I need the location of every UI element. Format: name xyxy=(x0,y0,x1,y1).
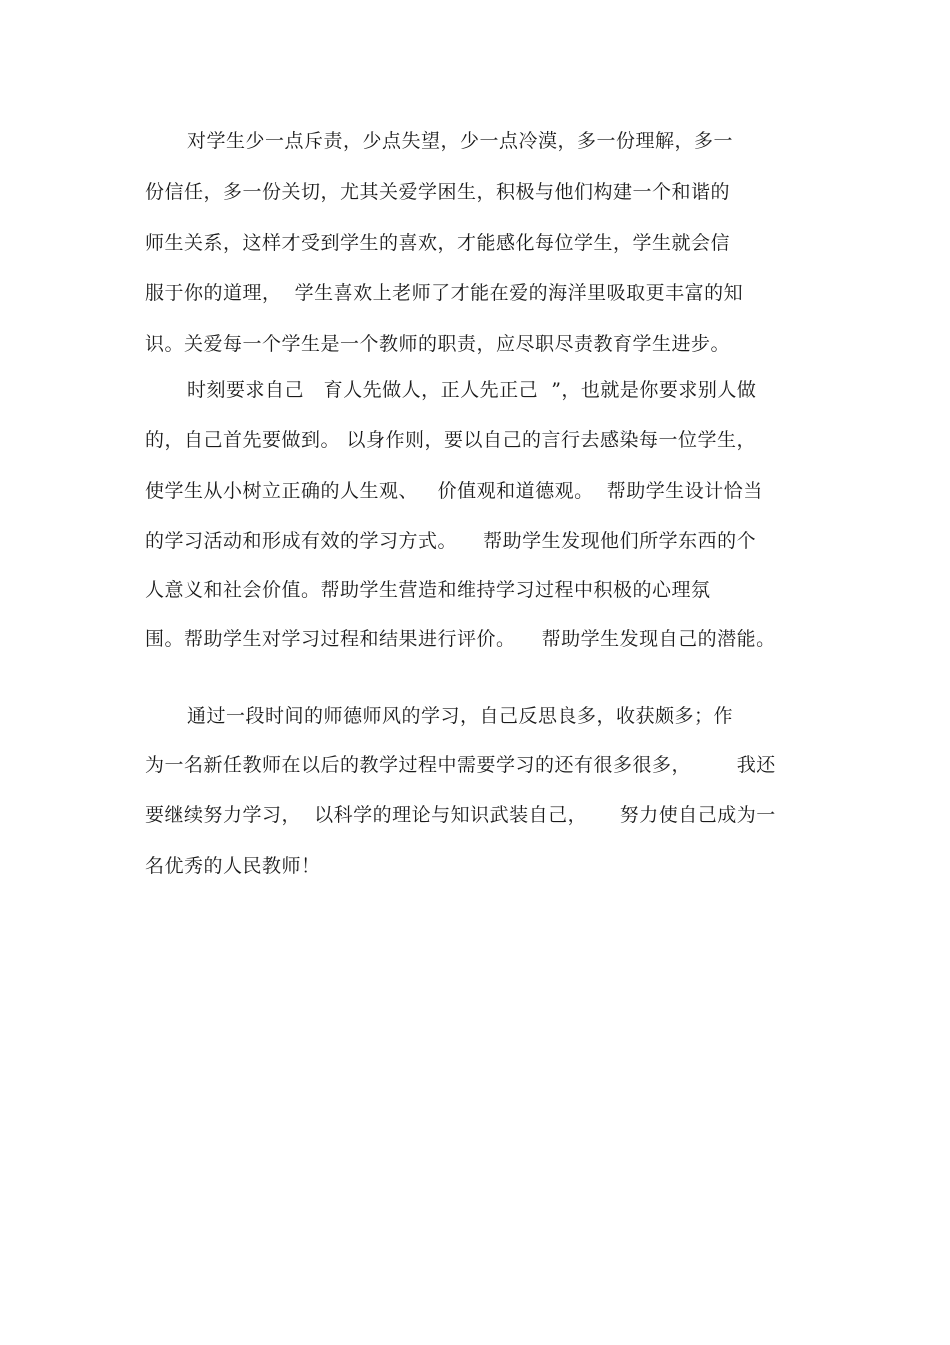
text-line: 要继续努力学习， 以科学的理论与知识武装自己， 努力使自己成为一 xyxy=(145,804,776,826)
text-line: 识。关爱每一个学生是一个教师的职责，应尽职尽责教育学生进步。 xyxy=(145,333,731,355)
text-line: 师生关系，这样才受到学生的喜欢，才能感化每位学生，学生就会信 xyxy=(145,232,731,254)
text-line: 对学生少一点斥责，少点失望，少一点冷漠，多一份理解，多一 xyxy=(187,130,734,152)
text-line: 人意义和社会价值。帮助学生营造和维持学习过程中积极的心理氛 xyxy=(145,579,711,601)
text-line: 名优秀的人民教师！ xyxy=(145,855,321,877)
text-line: 使学生从小树立正确的人生观、 价值观和道德观。 帮助学生设计恰当 xyxy=(145,480,763,502)
text-line: 的，自己首先要做到。 以身作则，要以自己的言行去感染每一位学生， xyxy=(145,429,757,451)
text-line: 份信任，多一份关切，尤其关爱学困生，积极与他们构建一个和谐的 xyxy=(145,181,731,203)
text-line: 通过一段时间的师德师风的学习，自己反思良多，收获颇多；作 xyxy=(187,705,734,727)
text-line: 时刻要求自己 育人先做人，正人先正己 ”，也就是你要求别人做 xyxy=(187,379,757,401)
text-line: 围。帮助学生对学习过程和结果进行评价。 帮助学生发现自己的潜能。 xyxy=(145,628,776,650)
text-line: 的学习活动和形成有效的学习方式。 帮助学生发现他们所学东西的个 xyxy=(145,530,757,552)
text-line: 为一名新任教师在以后的教学过程中需要学习的还有很多很多， 我还 xyxy=(145,754,776,776)
text-line: 服于你的道理， 学生喜欢上老师了才能在爱的海洋里吸取更丰富的知 xyxy=(145,282,744,304)
